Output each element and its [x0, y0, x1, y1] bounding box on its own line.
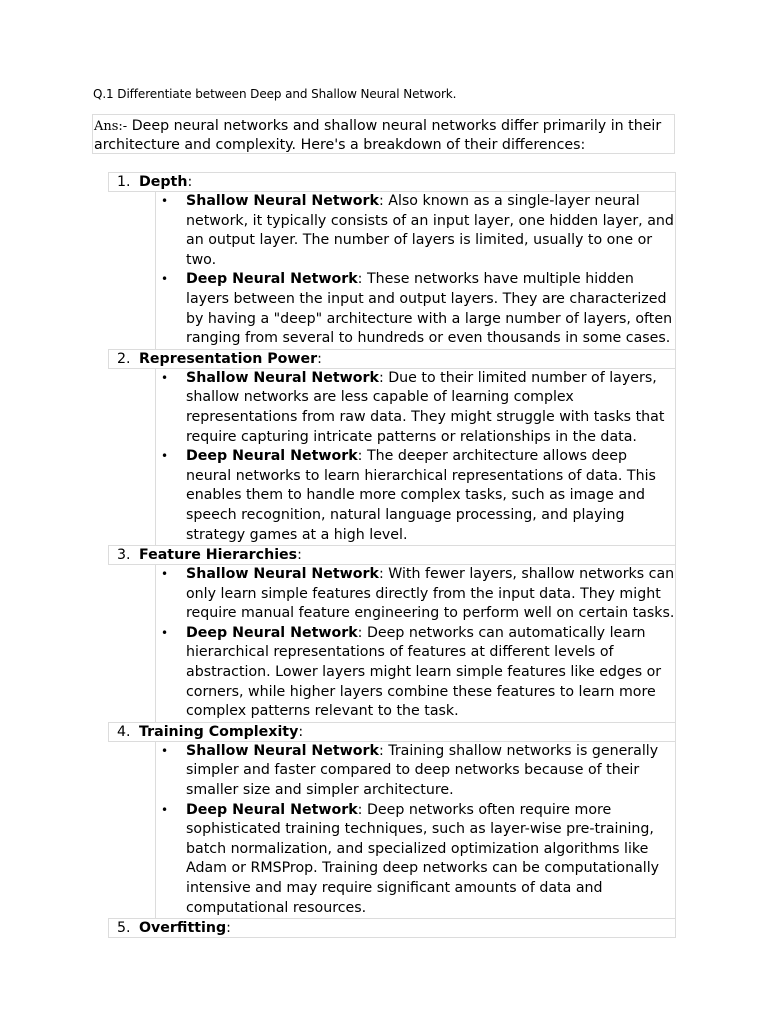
section-title-text: Overfitting: [139, 920, 227, 937]
bullet-icon: •: [161, 567, 169, 582]
section-title: Feature Hierarchies:: [139, 547, 302, 564]
bullet-term: Deep Neural Network: [186, 448, 358, 465]
section-title: Depth:: [139, 174, 193, 190]
list-item-heading: [108, 349, 676, 369]
section-title-text: Representation Power: [139, 350, 318, 367]
numbered-list: [108, 172, 676, 938]
answer-intro: [92, 114, 675, 154]
bullet-item: [156, 192, 675, 270]
section-title-text: Depth: [139, 174, 188, 190]
bullet-text: : These networks have multiple hidden layers between the input and output layers. They are characterized by having a "deep" architecture with a large number of layers, often ranging from several to hundreds or even thousands in some cases.: [186, 271, 673, 347]
list-item-heading: [108, 172, 676, 192]
bullet-icon: •: [161, 194, 169, 208]
list-number: 4.: [117, 723, 131, 740]
bullet-term: Shallow Neural Network: [186, 193, 379, 209]
bullet-icon: •: [161, 449, 169, 464]
bullet-text: : Training shallow networks is generally simpler and faster compared to deep networks because of their smaller size and simpler architecture.: [186, 742, 659, 799]
bullet-item: [156, 270, 675, 348]
bullet-item: [156, 369, 675, 447]
bullet-list: [155, 192, 676, 349]
section-title-text: Feature Hierarchies: [139, 547, 298, 564]
bullet-item: [156, 624, 675, 722]
question-heading: Q.1 Differentiate between Deep and Shallow Neural Network.: [93, 87, 457, 101]
bullet-item: [156, 565, 675, 624]
bullet-list: [155, 369, 676, 545]
bullet-item: [156, 447, 675, 545]
bullet-item: [156, 742, 675, 801]
list-number: 3.: [117, 547, 131, 564]
section-title: Representation Power:: [139, 350, 322, 367]
bullet-term: Deep Neural Network: [186, 801, 358, 818]
bullet-icon: •: [161, 802, 169, 817]
bullet-list: [155, 742, 676, 918]
answer-label: Ans:-: [94, 119, 128, 134]
bullet-term: Shallow Neural Network: [186, 369, 379, 386]
list-item-heading: [108, 918, 676, 938]
bullet-text: : Due to their limited number of layers, shallow networks are less capable of learning complex representations from raw data. They might struggle with tasks that require capturing intricate patterns or relationships in the data.: [186, 369, 665, 445]
list-number: 1.: [117, 174, 131, 190]
list-number: 5.: [117, 920, 131, 937]
section-title-text: Training Complexity: [139, 723, 299, 740]
bullet-text: : Deep networks often require more sophisticated training techniques, such as layer-wise pre-training, batch normalization, and specialized optimization algorithms like Adam or RMSProp. Training deep networks can be computationally intensive and may require significant amounts of data and computational resources.: [186, 801, 660, 916]
bullet-item: [156, 801, 675, 919]
bullet-term: Shallow Neural Network: [186, 742, 379, 759]
bullet-term: Shallow Neural Network: [186, 566, 379, 583]
bullet-icon: •: [161, 625, 169, 640]
bullet-text: : Deep networks can automatically learn hierarchical representations of features at different levels of abstraction. Lower layers might learn simple features like edges or corners, while higher layers combine these features to learn more complex patterns relevant to the task.: [186, 624, 662, 720]
bullet-term: Deep Neural Network: [186, 271, 358, 288]
list-item-heading: [108, 545, 676, 565]
bullet-list: [155, 565, 676, 722]
section-title: Overfitting:: [139, 920, 231, 937]
bullet-text: : With fewer layers, shallow networks can only learn simple features directly from the input data. They might require manual feature engineering to perform well on certain tasks.: [186, 566, 675, 622]
section-title: Training Complexity:: [139, 723, 304, 740]
bullet-text: : The deeper architecture allows deep neural networks to learn hierarchical representations of data. This enables them to handle more complex tasks, such as image and speech recognition, natural language processing, and playing strategy games at a high level.: [186, 448, 656, 543]
bullet-text: : Also known as a single-layer neural network, it typically consists of an input layer, one hidden layer, and an output layer. The number of layers is limited, usually to one or two.: [186, 193, 674, 268]
answer-text: Deep neural networks and shallow neural networks differ primarily in their architecture and complexity. Here's a breakdown of their differences:: [94, 118, 662, 153]
bullet-term: Deep Neural Network: [186, 624, 358, 641]
bullet-icon: •: [161, 743, 169, 758]
list-number: 2.: [117, 350, 131, 367]
bullet-icon: •: [161, 370, 169, 385]
list-item-heading: [108, 722, 676, 742]
bullet-icon: •: [161, 272, 169, 287]
